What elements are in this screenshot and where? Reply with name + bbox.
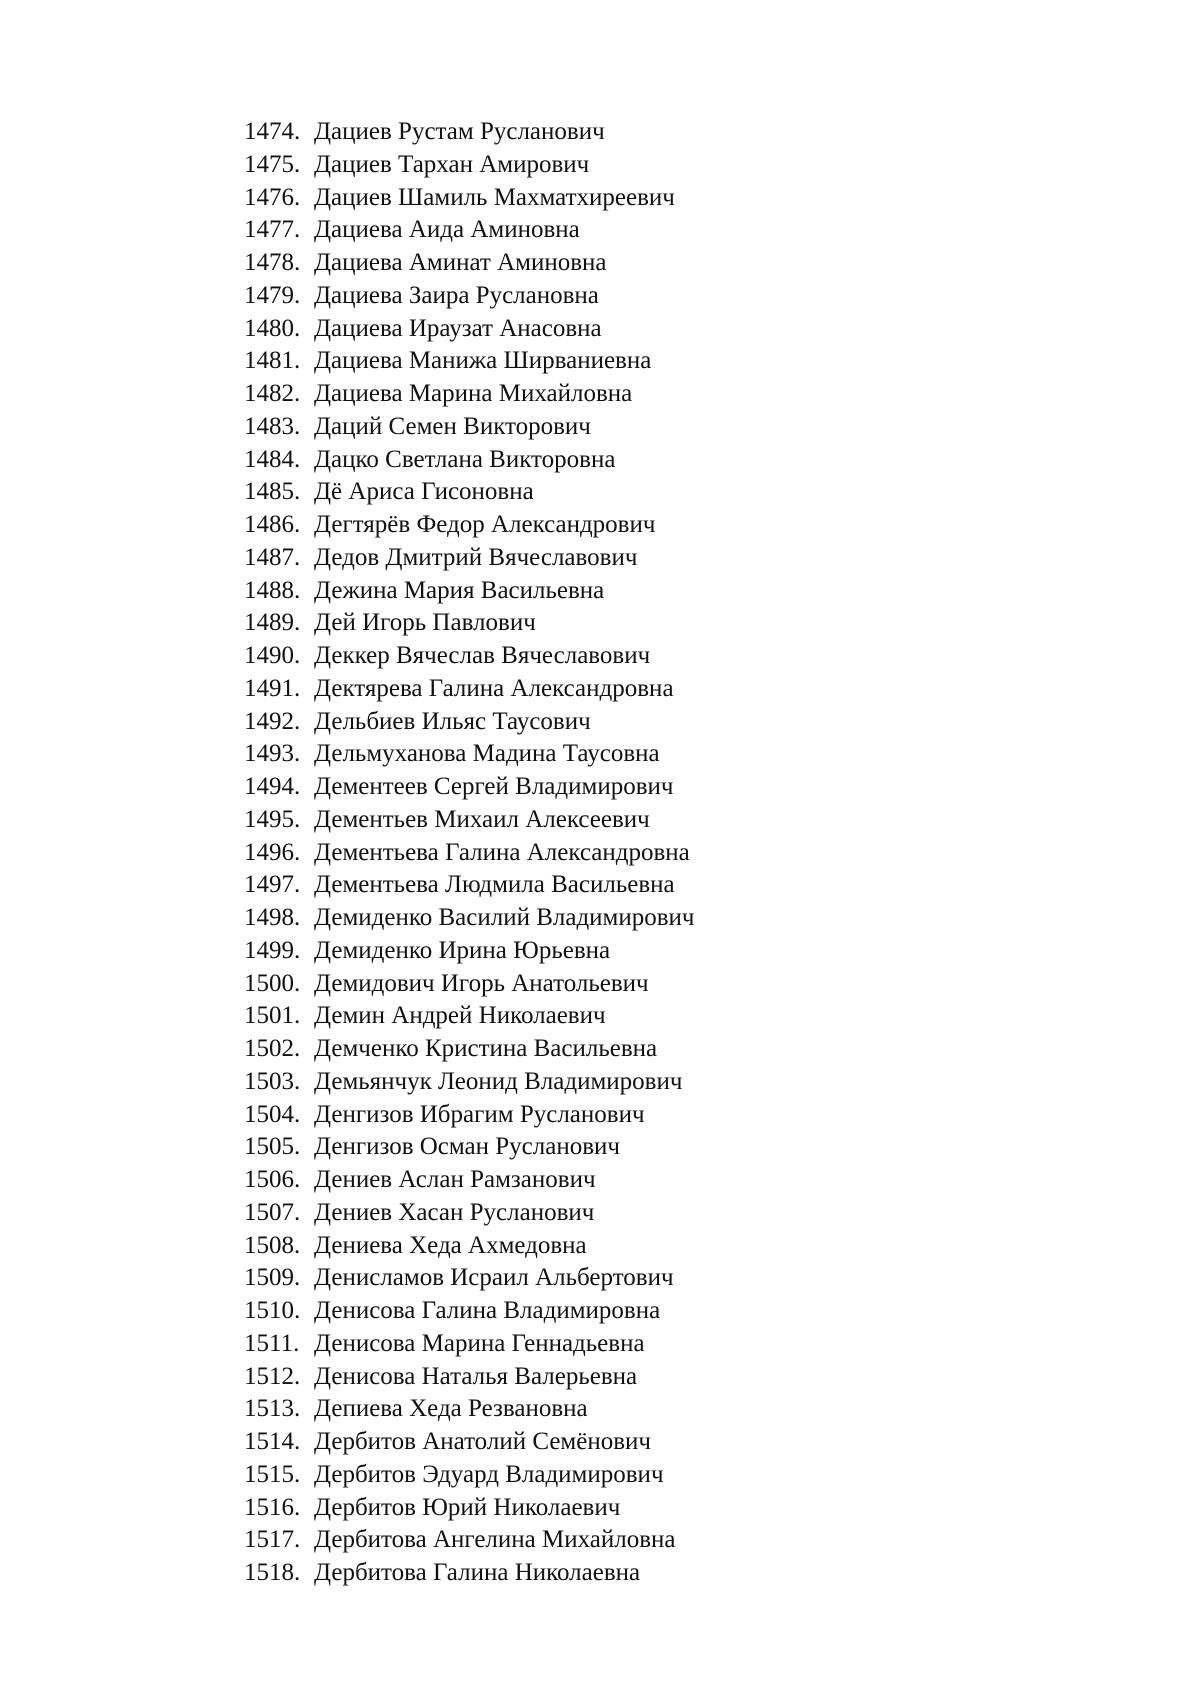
list-item bbox=[244, 1328, 695, 1361]
entry-number: 1497. bbox=[244, 871, 301, 899]
list-item bbox=[244, 345, 695, 378]
entry-number: 1478. bbox=[244, 249, 301, 276]
list-item bbox=[244, 575, 695, 608]
list-item bbox=[244, 607, 695, 640]
entry-name: Демченко Кристина Васильевна bbox=[314, 1035, 658, 1062]
entry-name: Демьянчук Леонид Владимирович bbox=[314, 1067, 683, 1095]
list-item bbox=[244, 706, 695, 739]
list-item bbox=[244, 1000, 695, 1033]
entry-name: Дациев Шамиль Махматхиреевич bbox=[314, 183, 675, 211]
list-item bbox=[244, 1557, 695, 1590]
entry-name: Депиева Хеда Резвановна bbox=[314, 1395, 588, 1423]
entry-number: 1483. bbox=[244, 412, 301, 440]
entry-number: 1492. bbox=[244, 707, 301, 735]
entry-number: 1501. bbox=[244, 1002, 301, 1030]
entry-number: 1509. bbox=[244, 1264, 301, 1292]
entry-name: Демиденко Василий Владимирович bbox=[314, 904, 695, 931]
entry-name: Дельмуханова Мадина Таусовна bbox=[314, 740, 660, 768]
entry-number: 1485. bbox=[244, 478, 301, 506]
entry-name: Дектярева Галина Александровна bbox=[314, 674, 674, 702]
entry-name: Денисова Наталья Валерьевна bbox=[314, 1362, 638, 1390]
entry-number: 1517. bbox=[244, 1526, 301, 1554]
list-item bbox=[244, 640, 695, 673]
list-item bbox=[244, 476, 695, 509]
entry-number: 1477. bbox=[244, 216, 301, 244]
list-item bbox=[244, 116, 695, 149]
name-list bbox=[244, 116, 695, 1590]
list-item bbox=[244, 1459, 695, 1492]
entry-name: Дациева Аида Аминовна bbox=[314, 216, 580, 244]
list-item bbox=[244, 542, 695, 575]
entry-name: Демидович Игорь Анатольевич bbox=[314, 969, 649, 997]
list-item bbox=[244, 411, 695, 444]
entry-number: 1510. bbox=[244, 1297, 301, 1324]
entry-number: 1516. bbox=[244, 1493, 301, 1521]
entry-number: 1511. bbox=[244, 1329, 300, 1357]
entry-number: 1479. bbox=[244, 281, 301, 309]
entry-name: Дациева Аминат Аминовна bbox=[314, 249, 607, 276]
entry-name: Дациева Заира Руслановна bbox=[314, 281, 599, 309]
list-item bbox=[244, 214, 695, 247]
list-item bbox=[244, 247, 695, 280]
list-item bbox=[244, 1262, 695, 1295]
entry-number: 1496. bbox=[244, 838, 301, 866]
entry-number: 1489. bbox=[244, 609, 301, 637]
entry-name: Денисова Марина Геннадьевна bbox=[314, 1329, 645, 1357]
entry-number: 1480. bbox=[244, 314, 301, 342]
list-item bbox=[244, 1099, 695, 1132]
entry-name: Дациев Рустам Русланович bbox=[314, 118, 605, 145]
list-item bbox=[244, 738, 695, 771]
entry-number: 1498. bbox=[244, 904, 301, 931]
list-item bbox=[244, 444, 695, 477]
entry-number: 1495. bbox=[244, 805, 301, 833]
entry-name: Дежина Мария Васильевна bbox=[314, 576, 605, 604]
entry-number: 1505. bbox=[244, 1133, 301, 1161]
entry-number: 1502. bbox=[244, 1035, 301, 1062]
entry-name: Дей Игорь Павлович bbox=[314, 609, 536, 637]
entry-name: Дё Ариса Гисоновна bbox=[314, 478, 534, 506]
entry-name: Деккер Вячеслав Вячеславович bbox=[314, 642, 651, 669]
entry-number: 1518. bbox=[244, 1559, 301, 1586]
list-item bbox=[244, 1426, 695, 1459]
list-item bbox=[244, 1197, 695, 1230]
list-item bbox=[244, 1361, 695, 1394]
entry-number: 1476. bbox=[244, 183, 301, 211]
entry-name: Денисова Галина Владимировна bbox=[314, 1297, 661, 1324]
list-item bbox=[244, 935, 695, 968]
entry-name: Демин Андрей Николаевич bbox=[314, 1002, 606, 1030]
entry-name: Денгизов Ибрагим Русланович bbox=[314, 1100, 645, 1128]
entry-number: 1490. bbox=[244, 642, 301, 669]
entry-number: 1507. bbox=[244, 1198, 301, 1226]
entry-number: 1475. bbox=[244, 150, 301, 178]
list-item bbox=[244, 1524, 695, 1557]
entry-name: Дениев Хасан Русланович bbox=[314, 1198, 595, 1226]
entry-number: 1512. bbox=[244, 1362, 301, 1390]
entry-name: Дациева Марина Михайловна bbox=[314, 380, 633, 407]
list-item bbox=[244, 149, 695, 182]
list-item bbox=[244, 804, 695, 837]
entry-number: 1494. bbox=[244, 773, 301, 800]
entry-number: 1508. bbox=[244, 1231, 301, 1259]
entry-name: Дербитов Юрий Николаевич bbox=[314, 1493, 621, 1521]
entry-name: Дементеев Сергей Владимирович bbox=[314, 773, 674, 800]
entry-name: Даций Семен Викторович bbox=[314, 412, 591, 440]
entry-name: Дениев Аслан Рамзанович bbox=[314, 1166, 596, 1193]
entry-name: Денисламов Исраил Альбертович bbox=[314, 1264, 674, 1292]
list-item bbox=[244, 1393, 695, 1426]
entry-name: Дельбиев Ильяс Таусович bbox=[314, 707, 591, 735]
entry-name: Дербитова Галина Николаевна bbox=[314, 1559, 641, 1586]
entry-name: Дементьева Людмила Васильевна bbox=[314, 871, 675, 899]
list-item bbox=[244, 771, 695, 804]
entry-number: 1506. bbox=[244, 1166, 301, 1193]
entry-name: Дациева Манижа Ширваниевна bbox=[314, 347, 652, 375]
entry-number: 1513. bbox=[244, 1395, 301, 1423]
entry-name: Демиденко Ирина Юрьевна bbox=[314, 936, 611, 964]
list-item bbox=[244, 313, 695, 346]
entry-number: 1491. bbox=[244, 674, 301, 702]
entry-number: 1482. bbox=[244, 380, 301, 407]
entry-name: Дементьев Михаил Алексеевич bbox=[314, 805, 650, 833]
entry-name: Дацко Светлана Викторовна bbox=[314, 445, 616, 473]
entry-number: 1487. bbox=[244, 543, 301, 571]
entry-number: 1474. bbox=[244, 118, 301, 145]
entry-number: 1515. bbox=[244, 1460, 301, 1488]
entry-name: Дербитов Анатолий Семёнович bbox=[314, 1428, 651, 1455]
entry-number: 1503. bbox=[244, 1067, 301, 1095]
entry-name: Дациева Ираузат Анасовна bbox=[314, 314, 602, 342]
list-item bbox=[244, 673, 695, 706]
list-item bbox=[244, 1033, 695, 1066]
list-item bbox=[244, 1131, 695, 1164]
list-item bbox=[244, 280, 695, 313]
entry-number: 1486. bbox=[244, 511, 301, 538]
list-item bbox=[244, 837, 695, 870]
entry-number: 1504. bbox=[244, 1100, 301, 1128]
list-item bbox=[244, 902, 695, 935]
list-item bbox=[244, 378, 695, 411]
entry-name: Дементьева Галина Александровна bbox=[314, 838, 690, 866]
entry-name: Дедов Дмитрий Вячеславович bbox=[314, 543, 638, 571]
entry-name: Денгизов Осман Русланович bbox=[314, 1133, 620, 1161]
entry-number: 1484. bbox=[244, 445, 301, 473]
list-item bbox=[244, 1295, 695, 1328]
entry-number: 1493. bbox=[244, 740, 301, 768]
entry-number: 1514. bbox=[244, 1428, 301, 1455]
entry-number: 1481. bbox=[244, 347, 301, 375]
list-item bbox=[244, 1230, 695, 1263]
list-item bbox=[244, 509, 695, 542]
entry-name: Дегтярёв Федор Александрович bbox=[314, 511, 656, 538]
entry-number: 1500. bbox=[244, 969, 301, 997]
list-item bbox=[244, 182, 695, 215]
list-item bbox=[244, 1164, 695, 1197]
entry-name: Дербитов Эдуард Владимирович bbox=[314, 1460, 664, 1488]
list-item bbox=[244, 869, 695, 902]
entry-name: Дациев Тархан Амирович bbox=[314, 150, 590, 178]
entry-name: Дениева Хеда Ахмедовна bbox=[314, 1231, 587, 1259]
list-item bbox=[244, 1492, 695, 1525]
list-item bbox=[244, 1066, 695, 1099]
entry-name: Дербитова Ангелина Михайловна bbox=[314, 1526, 676, 1554]
list-item bbox=[244, 968, 695, 1001]
entry-number: 1499. bbox=[244, 936, 301, 964]
entry-number: 1488. bbox=[244, 576, 301, 604]
